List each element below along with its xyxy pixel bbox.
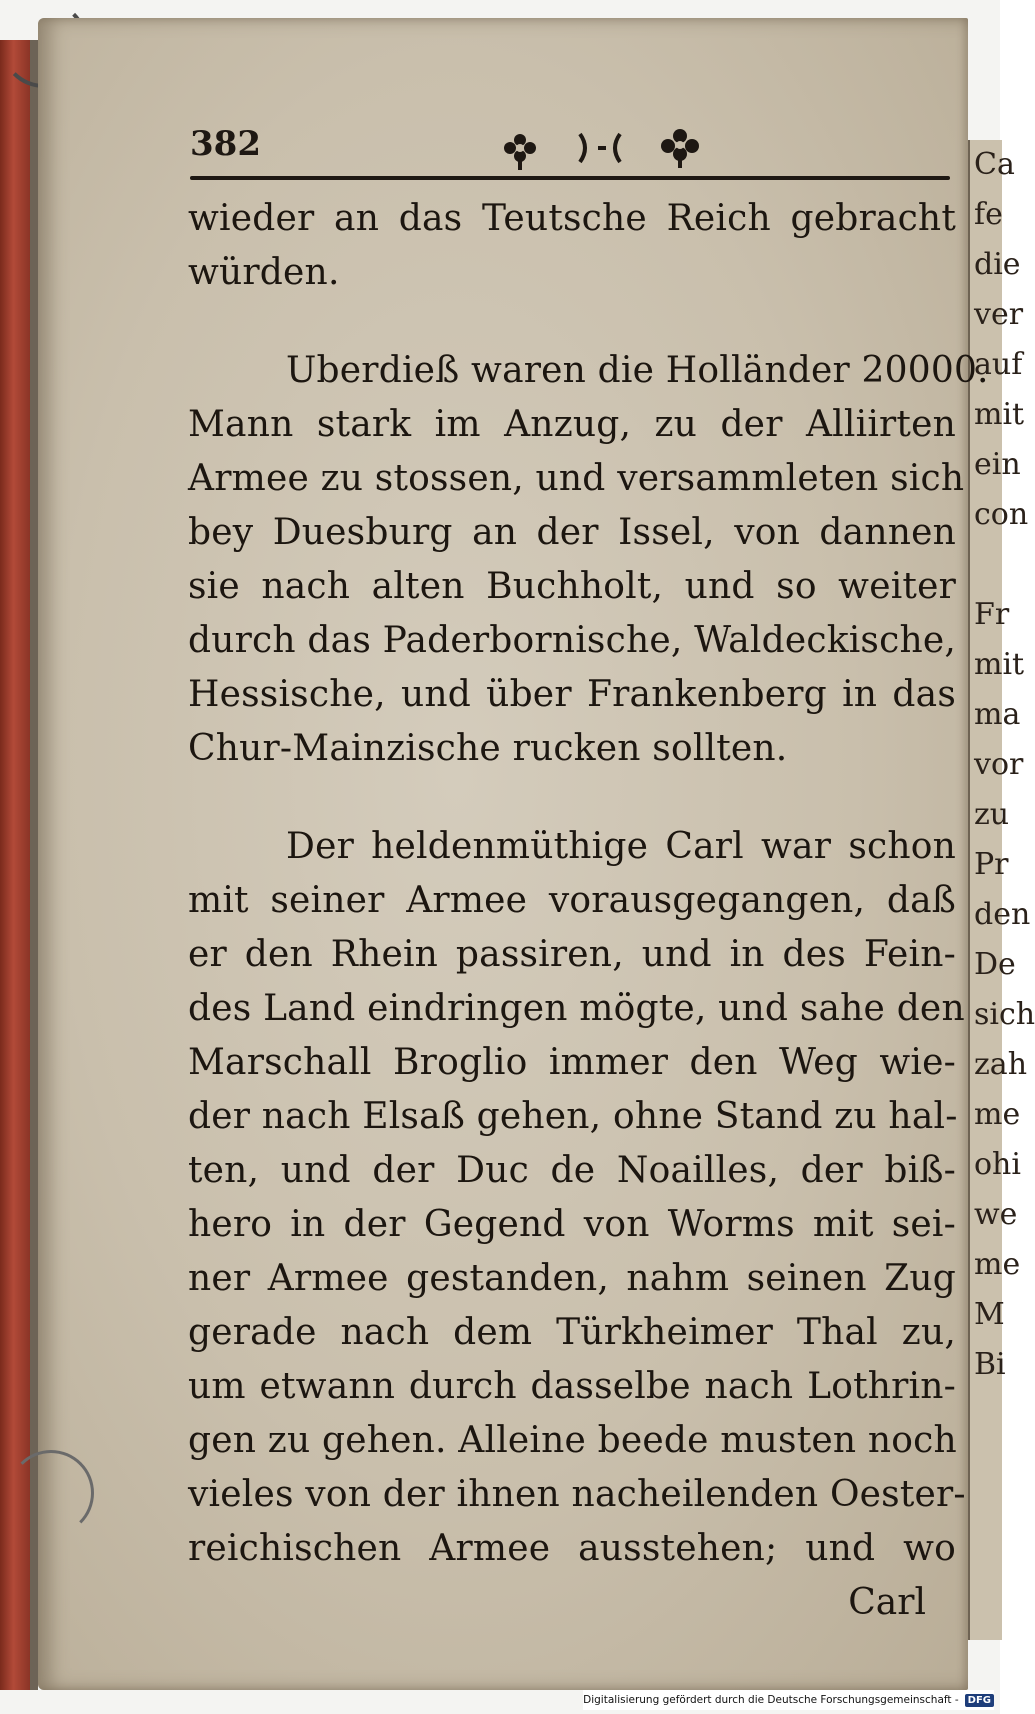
page-header	[190, 120, 950, 180]
facing-page-fragment: Fr	[974, 597, 1010, 632]
facing-page-fragment: fe	[974, 197, 1003, 232]
text-line: mit seiner Armee vorausgegangen, daß	[188, 880, 956, 921]
text-line: Armee zu stossen, und versammleten sich	[188, 458, 965, 499]
facing-page-fragment: ein	[974, 447, 1021, 482]
text-line: ten, und der Duc de Noailles, der biß-	[188, 1150, 956, 1191]
text-line: um etwann durch dasselbe nach Lothrin-	[188, 1366, 956, 1407]
text-line: Mann stark im Anzug, zu der Alliirten	[188, 404, 956, 445]
facing-page-fragment: zah	[974, 1047, 1028, 1082]
text-line: Hessische, und über Frankenberg in das	[188, 674, 956, 715]
text-line: er den Rhein passiren, und in des Fein-	[188, 934, 956, 975]
facing-page-fragment: De	[974, 947, 1016, 982]
text-line: wieder an das Teutsche Reich gebracht	[188, 198, 956, 239]
facing-page-fragment: me	[974, 1097, 1021, 1132]
fleuron-left-icon	[504, 134, 536, 170]
text-line: sie nach alten Buchholt, und so weiter	[188, 566, 956, 607]
text-line: des Land eindringen mögte, und sahe den	[188, 988, 965, 1029]
facing-page-fragment: ma	[974, 697, 1021, 732]
facing-page-fragment: die	[974, 247, 1021, 282]
facing-page-fragment: ohi	[974, 1147, 1021, 1182]
facing-page-fragment: M	[974, 1297, 1005, 1332]
dfg-logo[interactable]: DFG	[965, 1694, 994, 1707]
facing-page-fragment: den	[974, 897, 1031, 932]
book-cover-edge	[0, 40, 30, 1690]
facing-page-fragment: auf	[974, 347, 1023, 382]
text-line: vieles von der ihnen nacheilenden Oester-	[188, 1474, 966, 1515]
clip-ring-bottom	[8, 1450, 94, 1536]
facing-page-fragment: we	[974, 1197, 1018, 1232]
header-ornament	[480, 120, 720, 176]
text-line: der nach Elsaß gehen, ohne Stand zu hal-	[188, 1096, 958, 1137]
facing-page-fragment	[970, 540, 1002, 590]
fleuron-right-icon	[661, 129, 699, 168]
facing-page-fragment: zu	[974, 797, 1010, 832]
facing-page-fragment: Pr	[974, 847, 1009, 882]
facing-page-fragment: mit	[974, 397, 1025, 432]
text-line: bey Duesburg an der Issel, von dannen	[188, 512, 956, 553]
text-line: ner Armee gestanden, nahm seinen Zug	[188, 1258, 956, 1299]
facing-page-fragment: ver	[974, 297, 1024, 332]
facing-page-fragments	[970, 140, 1035, 1390]
text-line: gerade nach dem Türkheimer Thal zu,	[188, 1312, 956, 1353]
facing-page-fragment: vor	[974, 747, 1024, 782]
page-text	[188, 192, 989, 1630]
text-line: durch das Paderbornische, Waldeckische,	[188, 620, 956, 661]
facing-page-fragment: Ca	[974, 147, 1015, 182]
facing-page-fragment: Bi	[974, 1347, 1006, 1382]
facing-page-fragment: me	[974, 1247, 1021, 1282]
bracket-ornament-icon	[580, 134, 620, 162]
text-line: Chur-Mainzische rucken sollten.	[188, 728, 788, 769]
credit-bar	[583, 1690, 994, 1710]
text-line: hero in der Gegend von Worms mit sei-	[188, 1204, 956, 1245]
credit-text: Digitalisierung gefördert durch die Deutsche Forschungsgemeinschaft -	[583, 1694, 959, 1706]
text-line: reichischen Armee ausstehen; und wo	[188, 1528, 956, 1569]
text-line: Der heldenmüthige Carl war schon	[286, 826, 956, 867]
text-line: würden.	[188, 252, 340, 293]
catchword: Carl	[848, 1582, 926, 1623]
facing-page-fragment: mit	[974, 647, 1025, 682]
page-number: 382	[190, 124, 261, 164]
facing-page-fragment: con	[974, 497, 1029, 532]
paragraph-gap	[188, 300, 956, 344]
text-line: Marschall Broglio immer den Weg wie-	[188, 1042, 956, 1083]
facing-page-fragment: sich	[974, 997, 1035, 1032]
paragraph-gap	[188, 776, 956, 820]
text-line: gen zu gehen. Alleine beede musten noch	[188, 1420, 957, 1461]
text-line: Uberdieß waren die Holländer 20000.	[286, 350, 989, 391]
header-rule	[190, 176, 950, 180]
